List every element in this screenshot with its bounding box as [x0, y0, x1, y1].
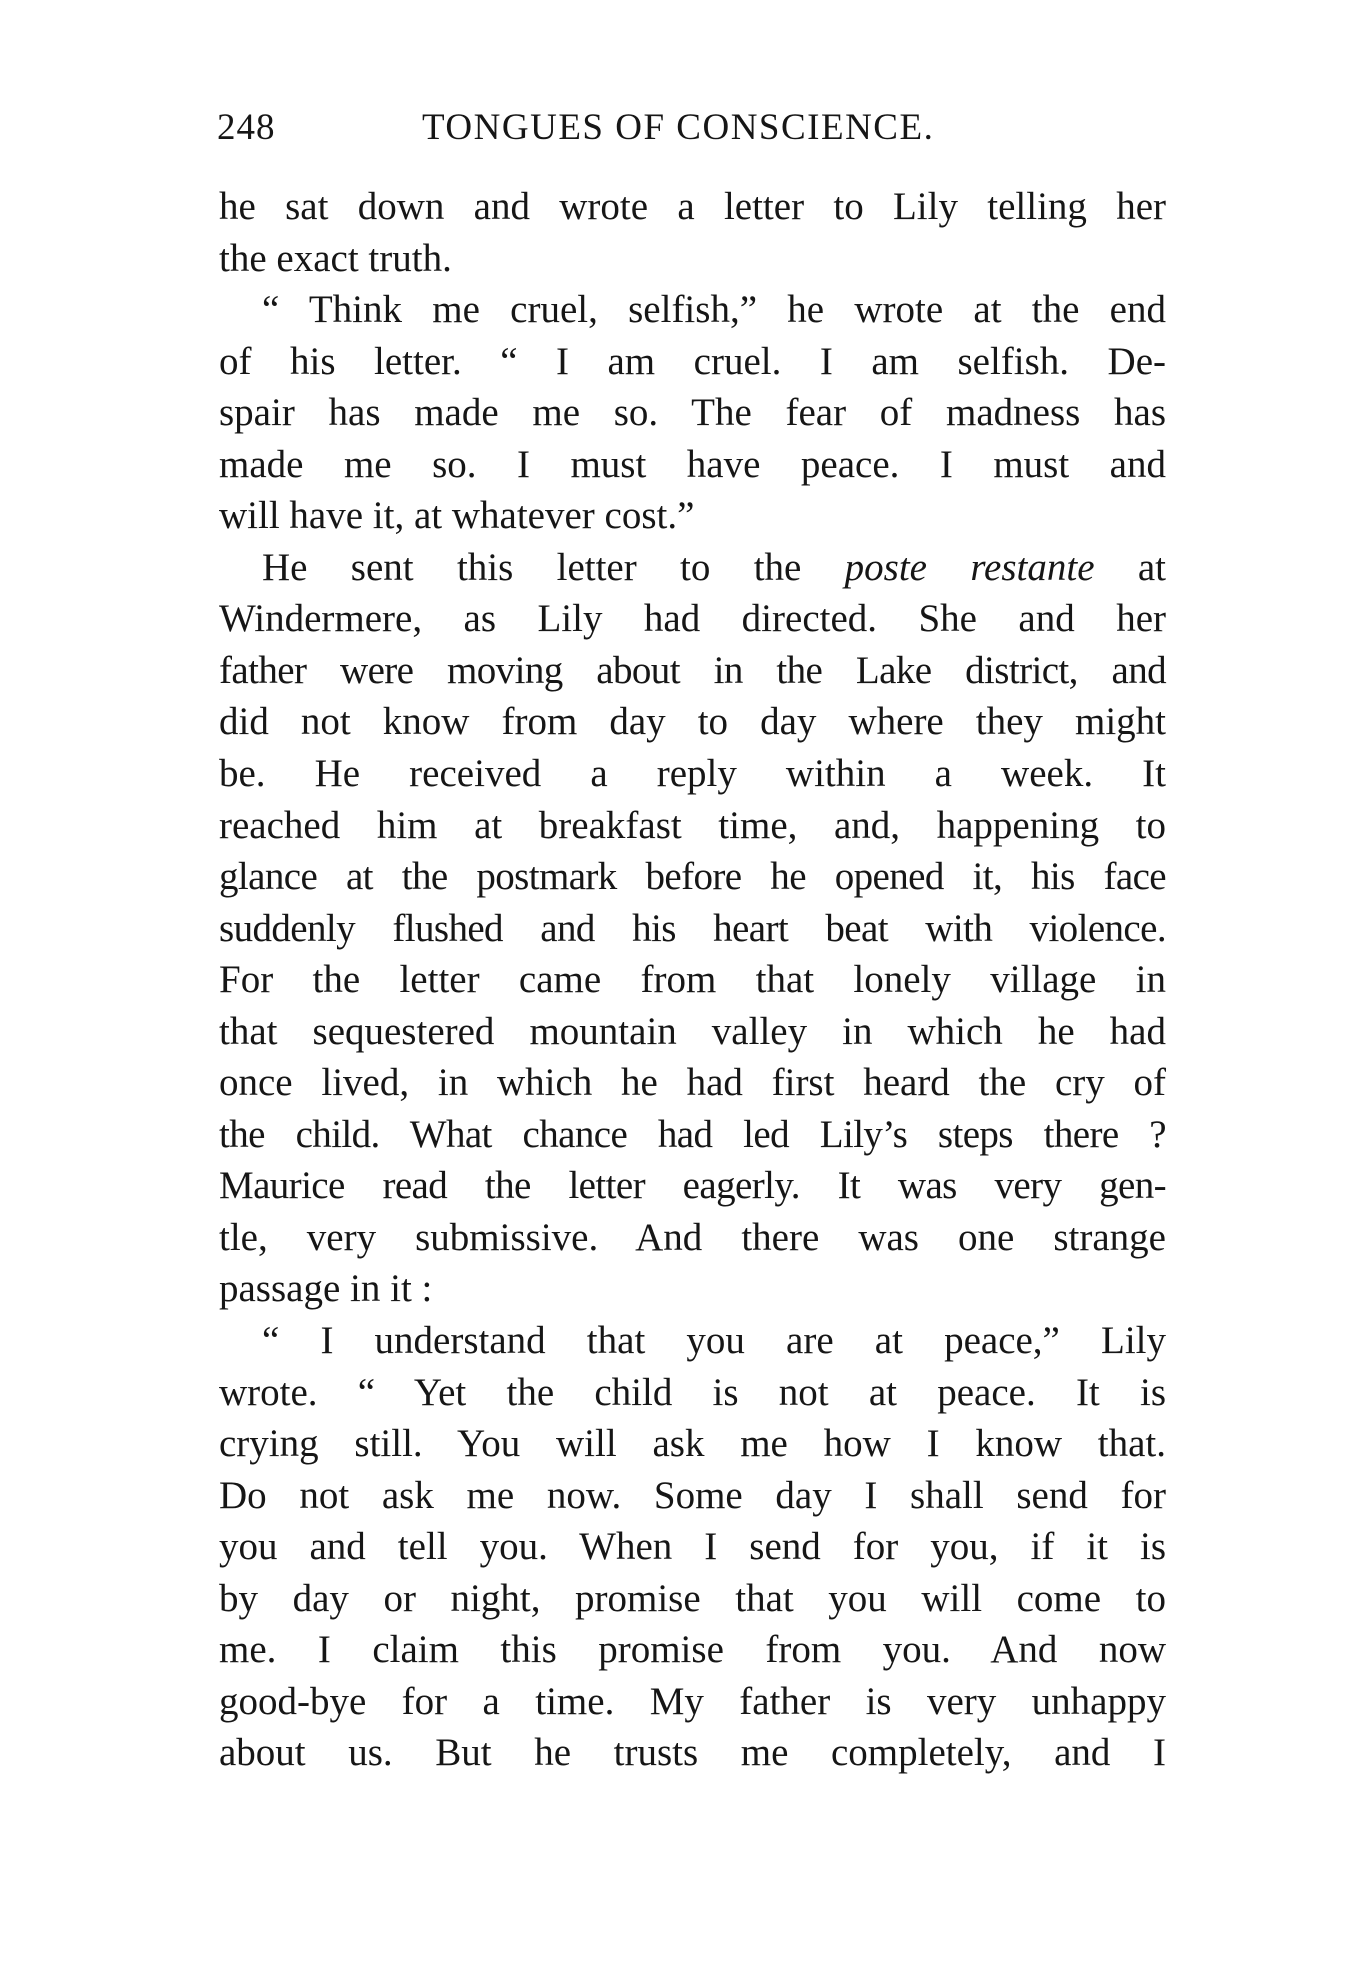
text-line: passage in it :: [219, 1267, 433, 1311]
text-line: that sequestered mountain valley in which he had: [219, 1009, 1166, 1053]
text-line: me. I claim this promise from you. And now: [219, 1628, 1166, 1672]
text-line: glance at the postmark before he opened it, his face: [219, 855, 1166, 899]
running-head: TONGUES OF CONSCIENCE.: [422, 107, 935, 148]
text-line: the exact truth.: [219, 236, 452, 280]
text-line: you and tell you. When I send for you, if it is: [219, 1525, 1166, 1569]
text-line: made me so. I must have peace. I must and: [219, 442, 1166, 486]
text-line: father were moving about in the Lake district, and: [219, 648, 1166, 692]
page-number: 248: [217, 107, 276, 148]
text-line: of his letter. “ I am cruel. I am selfish. De-: [219, 339, 1166, 383]
text-line: “ I understand that you are at peace,” Lily: [262, 1319, 1166, 1363]
body-text: [219, 181, 1166, 1779]
text-line: For the letter came from that lonely village in: [219, 958, 1166, 1002]
text-line: by day or night, promise that you will come to: [219, 1576, 1166, 1620]
text-line: Maurice read the letter eagerly. It was very gen-: [219, 1164, 1166, 1208]
text-line: “ Think me cruel, selfish,” he wrote at the end: [262, 288, 1166, 332]
text-line: Do not ask me now. Some day I shall send for: [219, 1473, 1166, 1517]
text-line: tle, very submissive. And there was one strange: [219, 1215, 1166, 1259]
text-line: be. He received a reply within a week. It: [219, 752, 1166, 796]
page-header: [217, 103, 1177, 153]
italic-phrase: poste restante: [844, 545, 1095, 589]
text-line: suddenly flushed and his heart beat with violence.: [219, 906, 1166, 950]
text-line: about us. But he trusts me completely, and I: [219, 1731, 1166, 1775]
text-line: good-bye for a time. My father is very unhappy: [219, 1679, 1166, 1723]
text-line: crying still. You will ask me how I know that.: [219, 1422, 1166, 1466]
text-fragment: He sent this letter to the: [262, 545, 845, 589]
text-line: Windermere, as Lily had directed. She and her: [219, 597, 1166, 641]
text-line: once lived, in which he had first heard the cry of: [219, 1061, 1166, 1105]
text-line: did not know from day to day where they might: [219, 700, 1166, 744]
text-line: reached him at breakfast time, and, happening to: [219, 803, 1166, 847]
text-line-with-italic: [219, 542, 1166, 594]
text-line: will have it, at whatever cost.”: [219, 494, 695, 538]
text-line: wrote. “ Yet the child is not at peace. It is: [219, 1370, 1166, 1414]
text-line: he sat down and wrote a letter to Lily telling her: [219, 185, 1166, 228]
text-fragment: at: [1094, 545, 1166, 589]
text-line: the child. What chance had led Lily’s steps there ?: [219, 1112, 1166, 1156]
text-line: spair has made me so. The fear of madness has: [219, 391, 1166, 435]
